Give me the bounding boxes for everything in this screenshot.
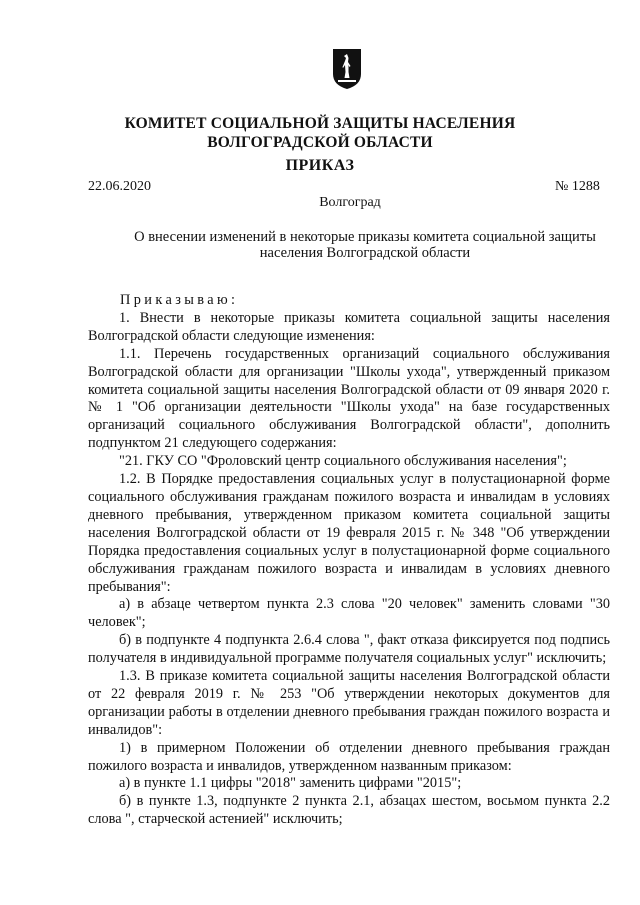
paragraph-1-2-b: б) в подпункте 4 подпункта 2.6.4 слова ", факт отказа фиксируется под подпись получателя в индивидуальной программе получателя социальных услуг" исключить; [88, 632, 610, 667]
paragraph-1-2-a: а) в абзаце четвертом пункта 2.3 слова "20 человек" заменить словами "30 человек"; [88, 596, 610, 631]
paragraph-1-3-1-a: а) в пункте 1.1 цифры "2018" заменить цифрами "2015"; [119, 775, 462, 792]
document-body [88, 292, 610, 829]
paragraph-1-2: 1.2. В Порядке предоставления социальных услуг в полустационарной форме социального обслуживания гражданам пожилого возраста и инвалидам в условиях дневного пребывания, утвержденном приказом комитета социальной защиты населения Волгоградской области от 19 февраля 2015 г. № 348 "Об утверждении Порядка предоставления социальных услуг в полустационарной форме социального обслуживания гражданам пожилого возраста и инвалидам в условиях дневного пребывания": [88, 471, 610, 595]
paragraph-1-1-addition: "21. ГКУ СО "Фроловский центр социального обслуживания населения"; [119, 453, 567, 470]
coat-of-arms-icon [332, 48, 362, 90]
document-date: 22.06.2020 [88, 179, 151, 194]
org-name-line1: КОМИТЕТ СОЦИАЛЬНОЙ ЗАЩИТЫ НАСЕЛЕНИЯ [124, 115, 516, 132]
paragraph-1: 1. Внести в некоторые приказы комитета социальной защиты населения Волгоградской области следующие изменения: [88, 309, 610, 344]
document-city: Волгоград [319, 195, 381, 210]
org-name-line2: ВОЛГОГРАДСКОЙ ОБЛАСТИ [207, 134, 433, 151]
paragraph-1-1: 1.1. Перечень государственных организаций социального обслуживания Волгоградской области для организации "Школы ухода", утвержденный приказом комитета социальной защиты населения Волгоградской области от 09 января 2020 г. № 1 "Об организации деятельности "Школы ухода" на базе государственных организаций социального обслуживания Волгоградской области", дополнить подпунктом 21 следующего содержания: [88, 345, 610, 452]
order-word: Приказываю: [120, 292, 239, 308]
document-subject: О внесении изменений в некоторые приказы комитета социальной защиты населения Волгоградской области [134, 229, 596, 261]
document-type: ПРИКАЗ [285, 157, 355, 174]
paragraph-1-3-1: 1) в примерном Положении об отделении дневного пребывания граждан пожилого возраста и инвалидов, утвержденном названным приказом: [88, 739, 610, 774]
paragraph-1-3-1-b: б) в пункте 1.3, подпункте 2 пункта 2.1, абзацах шестом, восьмом пункта 2.2 слова ", старческой астенией" исключить; [88, 793, 610, 828]
paragraph-1-3: 1.3. В приказе комитета социальной защиты населения Волгоградской области от 22 февраля 2019 г. № 253 "Об утверждении некоторых документов для организации работы в отделении дневного пребывания граждан пожилого возраста и инвалидов": [88, 668, 610, 738]
document-number: № 1288 [555, 179, 600, 194]
